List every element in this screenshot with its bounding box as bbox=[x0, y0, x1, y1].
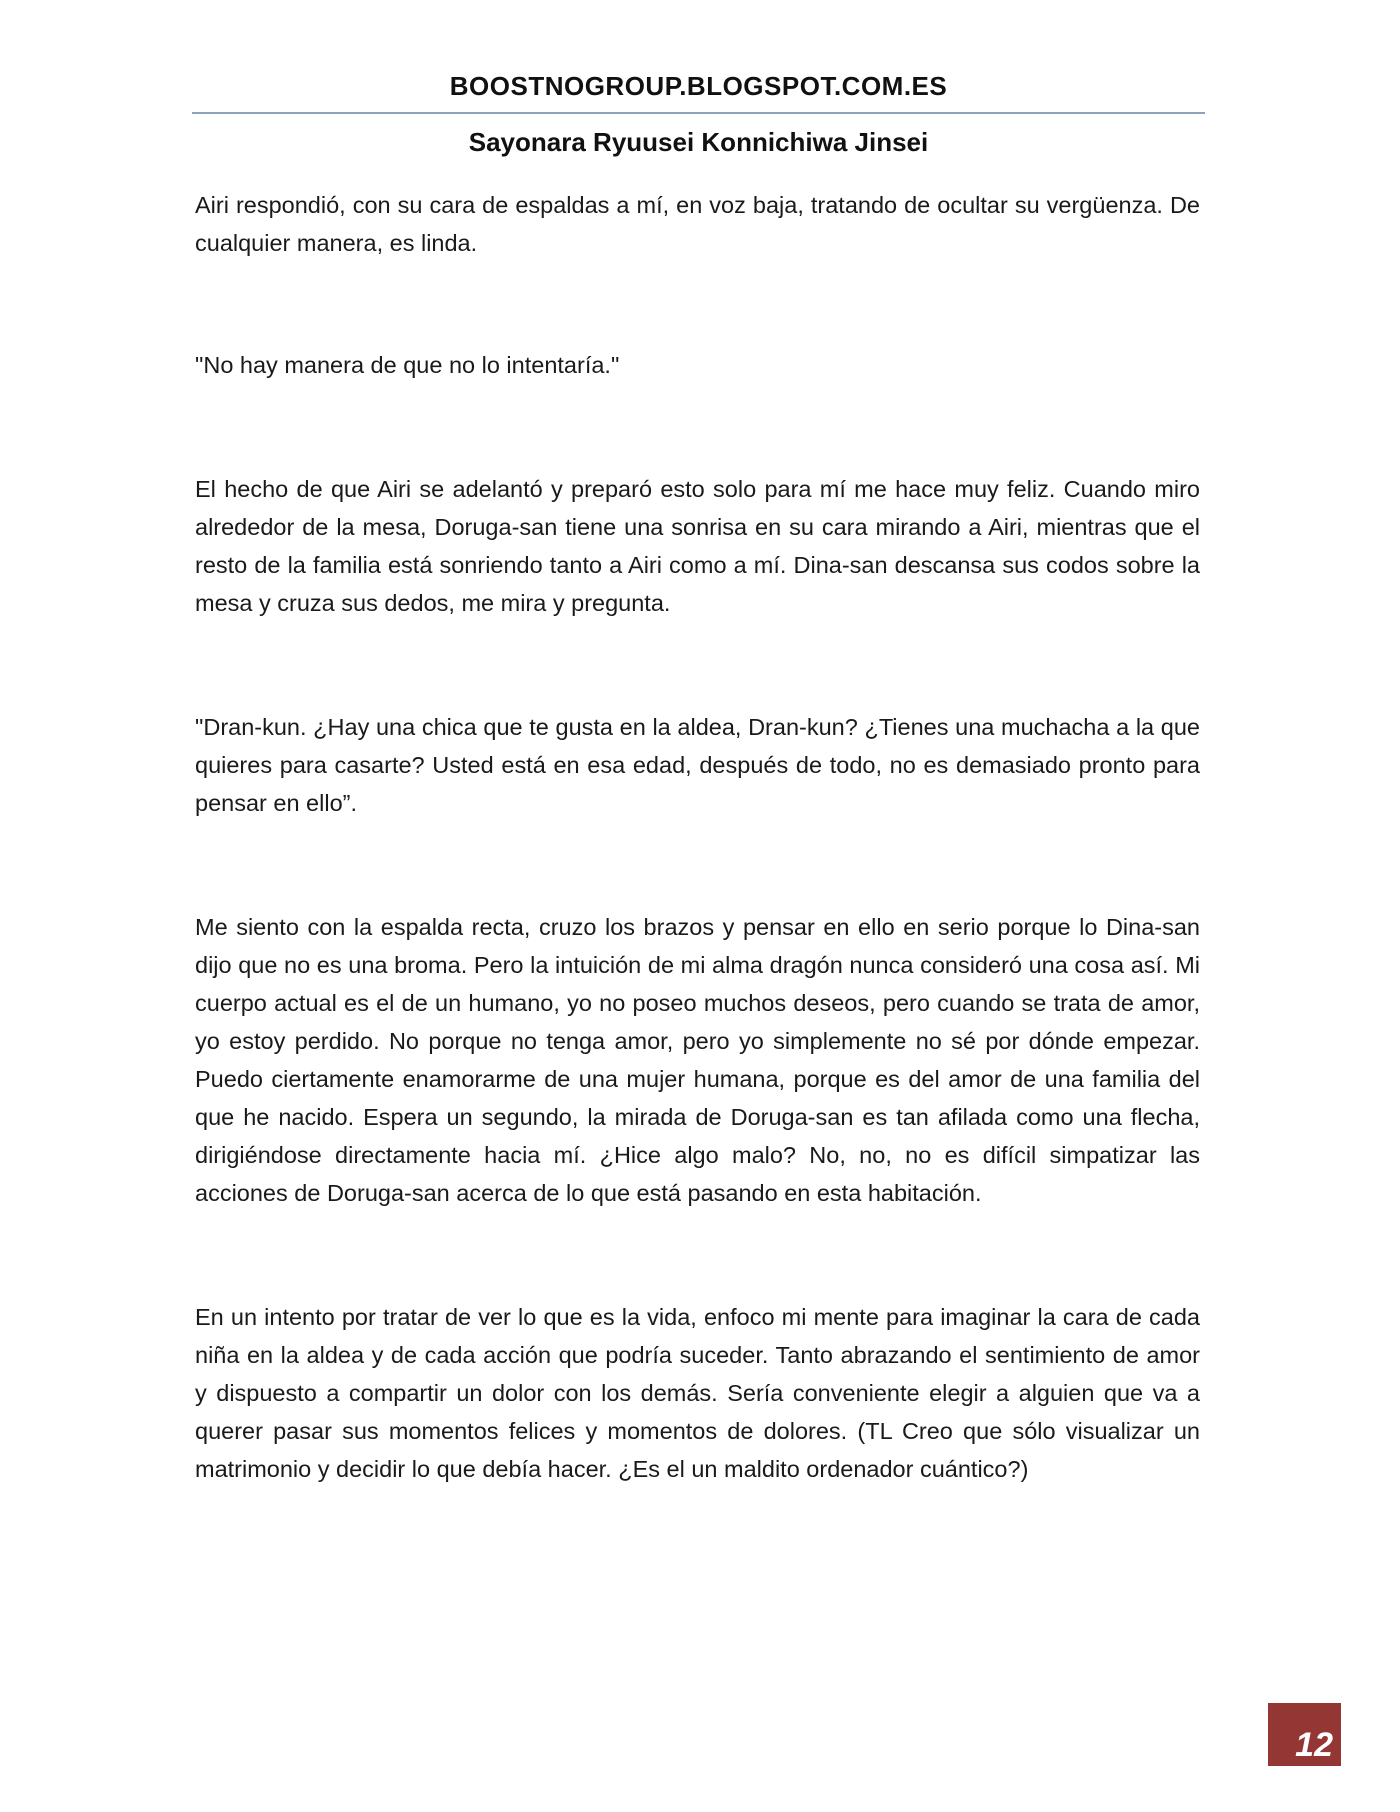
book-title: Sayonara Ryuusei Konnichiwa Jinsei bbox=[468, 127, 929, 157]
paragraph: En un intento por tratar de ver lo que es la vida, enfoco mi mente para imaginar la cara de cada niña en la aldea y de cada acción que podría suceder. Tanto abrazando el sentimiento de amor y dispuesto a compartir un dolor con los demás. Sería conveniente elegir a alguien que va a querer pasar sus momentos felices y momentos de dolores. (TL Creo que sólo visualizar un matrimonio y decidir lo que debía hacer. ¿Es el un maldito ordenador cuántico?) bbox=[195, 1304, 1200, 1482]
paragraph: Airi respondió, con su cara de espaldas a mí, en voz baja, tratando de ocultar su vergüenza. De cualquier manera, es linda. bbox=[195, 192, 1200, 256]
page-header bbox=[192, 66, 1205, 162]
page-number-badge bbox=[1268, 1703, 1341, 1769]
page-number: 12 bbox=[1295, 1726, 1333, 1764]
header-divider bbox=[192, 112, 1205, 114]
site-title: BOOSTNOGROUP.BLOGSPOT.COM.ES bbox=[449, 71, 948, 101]
paragraph: El hecho de que Airi se adelantó y preparó esto solo para mí me hace muy feliz. Cuando miro alrededor de la mesa, Doruga-san tiene una sonrisa en su cara mirando a Airi, mientras que el resto de la familia está sonriendo tanto a Airi como a mí. Dina-san descansa sus codos sobre la mesa y cruza sus dedos, me mira y pregunta. bbox=[195, 476, 1200, 616]
paragraph: "Dran-kun. ¿Hay una chica que te gusta en la aldea, Dran-kun? ¿Tienes una muchacha a la que quieres para casarte? Usted está en esa edad, después de todo, no es demasiado pronto para pensar en ello”. bbox=[195, 714, 1200, 816]
page-number-underline bbox=[1268, 1766, 1341, 1769]
paragraph: Me siento con la espalda recta, cruzo los brazos y pensar en ello en serio porque lo Dina-san dijo que no es una broma. Pero la intuición de mi alma dragón nunca consideró una cosa así. Mi cuerpo actual es el de un humano, yo no poseo muchos deseos, pero cuando se trata de amor, yo estoy perdido. No porque no tenga amor, pero yo simplemente no sé por dónde empezar. Puedo ciertamente enamorarme de una mujer humana, porque es del amor de una familia del que he nacido. Espera un segundo, la mirada de Doruga-san es tan afilada como una flecha, dirigiéndose directamente hacia mí. ¿Hice algo malo? No, no, no es difícil simpatizar las acciones de Doruga-san acerca de lo que está pasando en esta habitación. bbox=[195, 914, 1200, 1206]
paragraph: "No hay manera de que no lo intentaría." bbox=[195, 352, 620, 378]
body-text bbox=[195, 186, 1200, 1488]
